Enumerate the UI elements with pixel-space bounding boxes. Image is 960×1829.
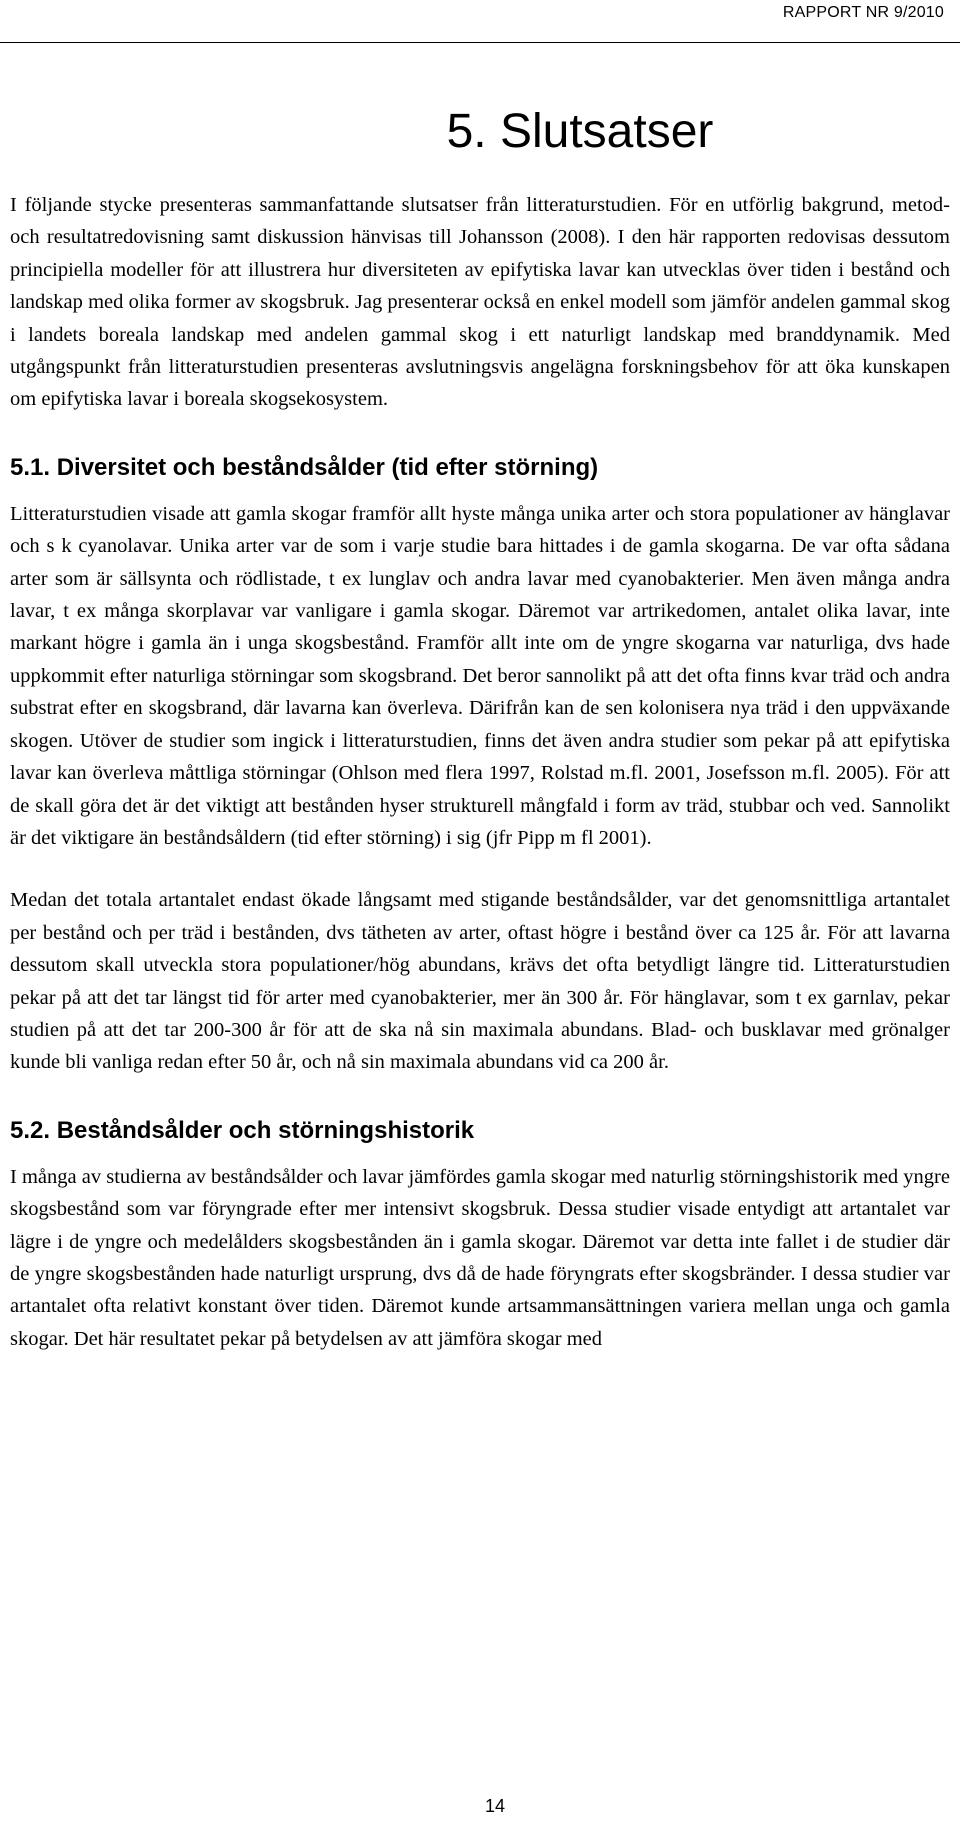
- page-number: 14: [484, 1796, 506, 1816]
- intro-paragraph: I följande stycke presenteras sammanfattande slutsatser från litteraturstudien. För en utförlig bakgrund, metod- och resultatredovisning samt diskussion hänvisas till Johansson (2008). I den här rapporten redovisas dessutom principiella modeller för att illustrera hur diversiteten av epifytiska lavar kan utvecklas över tiden i bestånd och landskap med olika former av skogsbruk. Jag presenterar också en enkel modell som jämför andelen gammal skog i landets boreala landskap med andelen gammal skog i ett naturligt landskap med branddynamik. Med utgångspunkt från litteraturstudien presenteras avslutningsvis angelägna forskningsbehov för att öka kunskapen om epifytiska lavar i boreala skogsekosystem.: [10, 194, 950, 411]
- chapter-title: 5. Slutsatser: [446, 105, 714, 158]
- section-heading-5-1: 5.1. Diversitet och beståndsålder (tid efter störning): [10, 453, 599, 481]
- header-rule: [0, 42, 960, 43]
- section-5-1-paragraph-1: Litteraturstudien visade att gamla skogar framför allt hyste många unika arter och stora populationer av hänglavar och s k cyanolavar. Unika arter var de som i varje studie bara hittades i de gamla skogarna. De var ofta sådana arter som är sällsynta och rödlistade, t ex lunglav och andra lavar med cyanobakterier. Men även många andra lavar, t ex många skorplavar var vanligare i gamla skogar. Däremot var artrikedomen, antalet olika lavar, inte markant högre i gamla än i unga skogsbestånd. Framför allt inte om de yngre skogarna var naturliga, dvs hade uppkommit efter naturliga störningar som skogsbrand. Det beror sannolikt på att det ofta finns kvar träd och andra substrat efter en skogsbrand, där lavarna kan överleva. Därifrån kan de sen kolonisera nya träd i den uppväxande skogen. Utöver de studier som ingick i litteraturstudien, finns det även andra studier som pekar på att epifytiska lavar kan överleva måttliga störningar (Ohlson med flera 1997, Rolstad m.fl. 2001, Josefsson m.fl. 2005). För att de skall göra det är det viktigt att bestånden hyser strukturell mångfald i form av träd, stubbar och ved. Sannolikt är det viktigare än beståndsåldern (tid efter störning) i sig (jfr Pipp m fl 2001).: [10, 502, 950, 849]
- section-5-1-paragraph-2: Medan det totala artantalet endast ökade långsamt med stigande beståndsålder, var det genomsnittliga artantalet per bestånd och per träd i bestånden, dvs tätheten av arter, oftast högre i bestånd över ca 125 år. För att lavarna dessutom skall utveckla stora populationer/hög abundans, krävs det ofta betydligt längre tid. Litteraturstudien pekar på att det tar längst tid för arter med cyanobakterier, mer än 300 år. För hänglavar, som t ex garnlav, pekar studien på att det tar 200-300 år för att de ska nå sin maximala abundans. Blad- och busklavar med grönalger kunde bli vanliga redan efter 50 år, och nå sin maximala abundans vid ca 200 år.: [10, 889, 950, 1074]
- running-header: RAPPORT NR 9/2010: [782, 4, 944, 21]
- body-text: [10, 189, 950, 1355]
- section-heading-5-2: 5.2. Beståndsålder och störningshistorik: [10, 1116, 475, 1144]
- section-5-2-paragraph-1: I många av studierna av beståndsålder och lavar jämfördes gamla skogar med naturlig störningshistorik med yngre skogsbestånd som var föryngrade efter mer intensivt skogsbruk. Dessa studier visade entydigt att artantalet var lägre i de yngre och medelålders skogsbestånden än i gamla skogar. Däremot var detta inte fallet i de studier där de yngre skogsbestånden hade naturligt ursprung, dvs då de hade föryngrats efter skogsbränder. I dessa studier var artantalet ofta relativt konstant över tiden. Däremot kunde artsammansättningen variera mellan unga och gamla skogar. Det här resultatet pekar på betydelsen av att jämföra skogar med: [10, 1165, 950, 1350]
